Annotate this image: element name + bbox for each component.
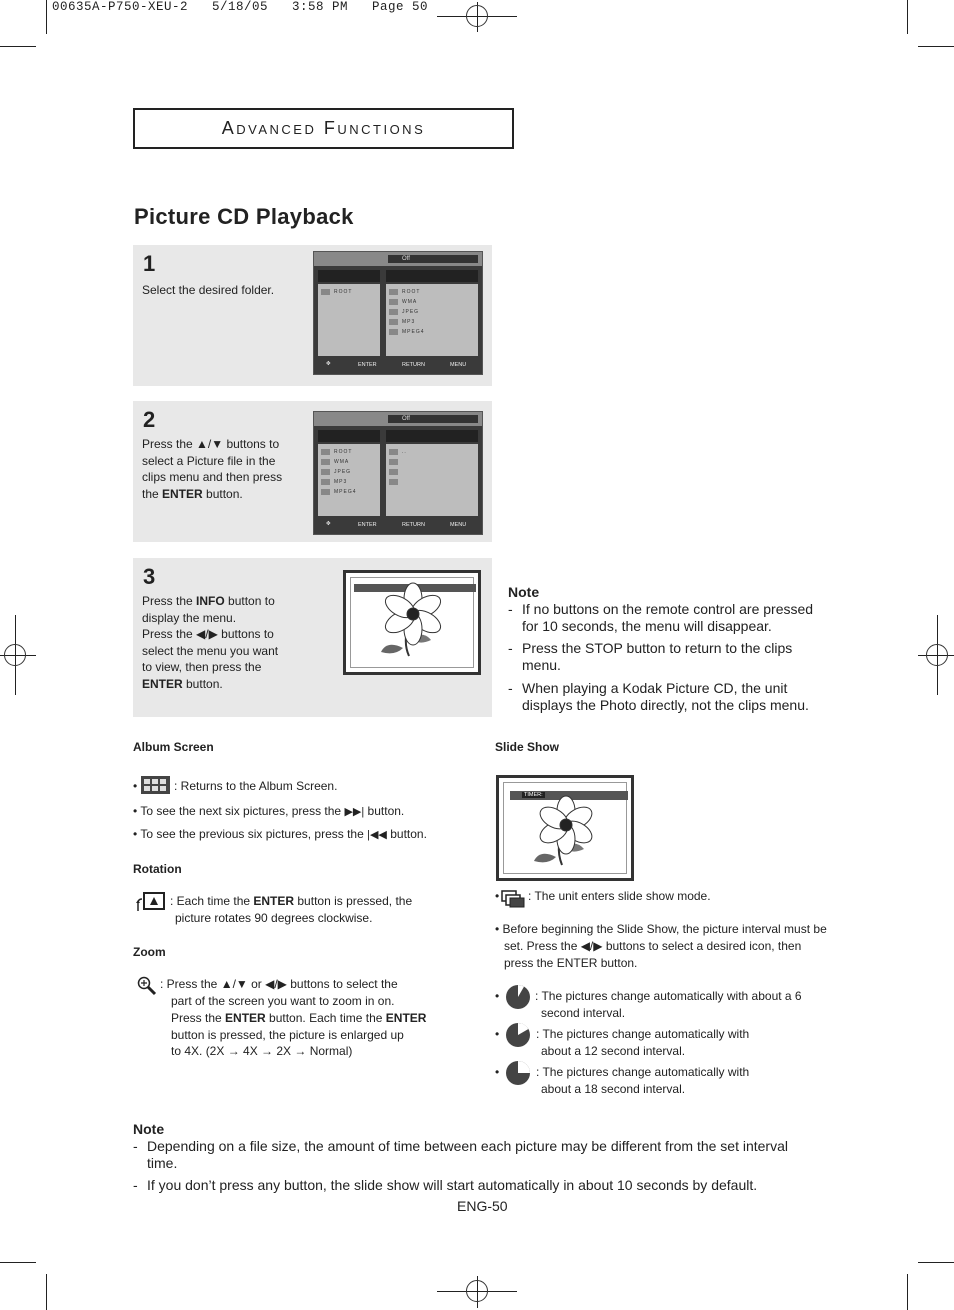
crop-mark xyxy=(907,0,908,34)
crop-mark xyxy=(918,1262,954,1263)
crop-mark xyxy=(46,0,47,34)
return-label: RETURN xyxy=(402,362,425,368)
note-item: Press the STOP button to return to the clips menu. xyxy=(522,640,793,673)
pane-header xyxy=(318,270,380,282)
screen-footer xyxy=(314,518,482,532)
page-title: Picture CD Playback xyxy=(134,204,354,229)
slide-show-line: about a 12 second interval. xyxy=(541,1044,686,1058)
note-dash: - xyxy=(508,640,513,656)
zoom-line: button is pressed, the picture is enlarged up xyxy=(171,1028,404,1042)
note-item: time. xyxy=(147,1155,178,1171)
step-line: Press the ▲/▼ buttons to xyxy=(142,437,280,451)
step-line: Press the ◀/▶ buttons to xyxy=(142,627,274,642)
file-pane-right xyxy=(386,444,478,516)
return-label: RETURN xyxy=(402,522,425,528)
menu-label: MENU xyxy=(450,362,467,368)
slide-show-line: set. Press the ◀/▶ buttons to select a desired icon, then xyxy=(504,939,802,953)
off-indicator: Off xyxy=(388,415,478,423)
folder-item[interactable]: MP3 xyxy=(386,317,478,327)
file-item[interactable] xyxy=(386,467,478,477)
note-item: If no buttons on the remote control are pressed for 10 seconds, the menu will disappear. xyxy=(522,601,814,634)
timer-18-second-icon xyxy=(505,1060,531,1086)
rotation-line: : Each time the ENTER button is pressed, the xyxy=(170,894,413,908)
enter-label: ENTER xyxy=(358,362,377,368)
folder-item[interactable]: ROOT xyxy=(318,447,380,457)
step-line: Press the INFO button to xyxy=(142,594,275,608)
folder-menu-screen xyxy=(313,251,483,375)
crop-mark xyxy=(46,1274,47,1310)
folder-pane-left xyxy=(318,284,380,356)
rotate-icon xyxy=(136,891,168,913)
album-line: • To see the previous six pictures, press the |◀◀ button. xyxy=(133,827,427,841)
album-line: • To see the next six pictures, press the ▶▶| button. xyxy=(133,804,405,818)
step-line: ENTER button. xyxy=(142,676,223,691)
menu-label: MENU xyxy=(450,522,467,528)
zoom-icon xyxy=(136,976,158,996)
slide-show-line: : The pictures change automatically with about a 6 xyxy=(535,989,802,1003)
crop-mark xyxy=(0,1262,36,1263)
zoom-line: : Press the ▲/▼ or ◀/▶ buttons to select the xyxy=(160,977,398,991)
slide-show-heading: Slide Show xyxy=(495,740,560,754)
flower-image xyxy=(351,578,475,668)
clips-menu-screen xyxy=(313,411,483,535)
slide-show-line: : The unit enters slide show mode. xyxy=(528,889,711,903)
nav-icon: ✥ xyxy=(326,521,331,527)
crop-mark xyxy=(918,46,954,47)
photo-frame xyxy=(503,782,627,874)
bullet: • xyxy=(495,889,500,903)
note-heading: Note xyxy=(133,1121,165,1137)
step-text: Select the desired folder. xyxy=(142,283,275,297)
skip-next-icon: ▶▶| xyxy=(344,806,365,818)
pane-header xyxy=(386,430,478,442)
timer-label: TIMER: xyxy=(524,792,543,798)
note-dash: - xyxy=(508,601,513,617)
registration-circle xyxy=(4,644,26,666)
slide-show-screen xyxy=(496,775,634,881)
slide-show-line: : The pictures change automatically with xyxy=(536,1065,750,1079)
album-screen-heading: Album Screen xyxy=(133,740,214,754)
folder-item[interactable]: ROOT xyxy=(318,287,380,297)
page-number: ENG-50 xyxy=(457,1198,508,1214)
step-1-panel xyxy=(133,245,492,386)
step-number: 1 xyxy=(143,251,156,276)
note-item: Depending on a file size, the amount of time between each picture may be different from the set interval xyxy=(147,1138,788,1154)
zoom-line: to 4X. (2X → 4X → 2X → Normal) xyxy=(171,1044,353,1058)
photo-frame xyxy=(350,577,474,668)
folder-item[interactable]: WMA xyxy=(386,297,478,307)
bullet: • xyxy=(495,1065,500,1079)
step-line: select the menu you want xyxy=(142,643,279,658)
bullet: • xyxy=(133,779,138,793)
note-heading: Note xyxy=(508,584,540,600)
crop-mark xyxy=(0,46,36,47)
note-item: If you don’t press any button, the slide show will start automatically in about 10 seconds by default. xyxy=(147,1177,758,1193)
zoom-heading: Zoom xyxy=(133,945,166,959)
slide-show-line: second interval. xyxy=(541,1006,626,1020)
file-item[interactable]: .. xyxy=(386,447,478,457)
slide-show-icon xyxy=(501,890,525,908)
flower-image xyxy=(504,783,628,873)
print-slug: 00635A-P750-XEU-2 5/18/05 3:58 PM Page 50 xyxy=(52,0,429,14)
step-text xyxy=(142,436,282,502)
file-item[interactable] xyxy=(386,477,478,487)
slide-show-line: : The pictures change automatically with xyxy=(536,1027,750,1041)
folder-item[interactable]: JPEG xyxy=(318,467,380,477)
registration-circle xyxy=(926,644,948,666)
step-line: select a Picture file in the xyxy=(142,453,276,468)
folder-pane-left xyxy=(318,444,380,516)
folder-item[interactable]: MP3 xyxy=(318,477,380,487)
enter-label: ENTER xyxy=(358,522,377,528)
rotation-heading: Rotation xyxy=(133,862,182,876)
pane-header xyxy=(386,270,478,282)
folder-item[interactable]: JPEG xyxy=(386,307,478,317)
album-grid-icon xyxy=(141,776,170,794)
slide-show-line: • Before beginning the Slide Show, the picture interval must be xyxy=(495,922,827,936)
crop-mark xyxy=(907,1274,908,1310)
note-dash: - xyxy=(508,680,513,696)
file-item[interactable] xyxy=(386,457,478,467)
album-line: : Returns to the Album Screen. xyxy=(174,779,338,793)
timer-12-second-icon xyxy=(505,1022,531,1048)
bullet: • xyxy=(495,1027,500,1041)
bullet: • xyxy=(495,989,500,1003)
off-indicator: Off xyxy=(388,255,478,263)
note-item: When playing a Kodak Picture CD, the unit displays the Photo directly, not the clips menu. xyxy=(522,680,809,713)
folder-pane-right xyxy=(386,284,478,356)
folder-item[interactable]: MPEG4 xyxy=(386,327,478,337)
step-text xyxy=(142,593,278,693)
timer-6-second-icon xyxy=(505,984,531,1010)
slide-show-line: press the ENTER button. xyxy=(504,956,638,970)
folder-item[interactable]: MPEG4 xyxy=(318,487,380,497)
section-title: Advanced Functions xyxy=(221,118,426,138)
step-line: clips menu and then press xyxy=(142,470,283,485)
folder-item[interactable]: WMA xyxy=(318,457,380,467)
step-2-panel xyxy=(133,401,492,542)
zoom-line: part of the screen you want to zoom in on. xyxy=(171,994,395,1008)
step-line: to view, then press the xyxy=(142,660,262,675)
registration-circle xyxy=(466,5,488,27)
screen-footer xyxy=(314,358,482,372)
slide-show-line: about a 18 second interval. xyxy=(541,1082,686,1096)
note-dash: - xyxy=(133,1138,138,1154)
rotation-line: picture rotates 90 degrees clockwise. xyxy=(175,911,373,925)
step-line: the ENTER button. xyxy=(142,486,243,501)
step-number: 3 xyxy=(143,564,156,589)
registration-circle xyxy=(466,1280,488,1302)
step-line: display the menu. xyxy=(142,610,237,625)
photo-info-screen xyxy=(343,570,481,675)
note-dash: - xyxy=(133,1177,138,1193)
skip-previous-icon: |◀◀ xyxy=(367,829,387,841)
folder-item[interactable]: ROOT xyxy=(386,287,478,297)
pane-header xyxy=(318,430,380,442)
step-number: 2 xyxy=(143,407,156,432)
step-3-panel xyxy=(133,558,492,717)
nav-icon: ✥ xyxy=(326,361,331,367)
zoom-line: Press the ENTER button. Each time the ENTER xyxy=(171,1011,427,1025)
